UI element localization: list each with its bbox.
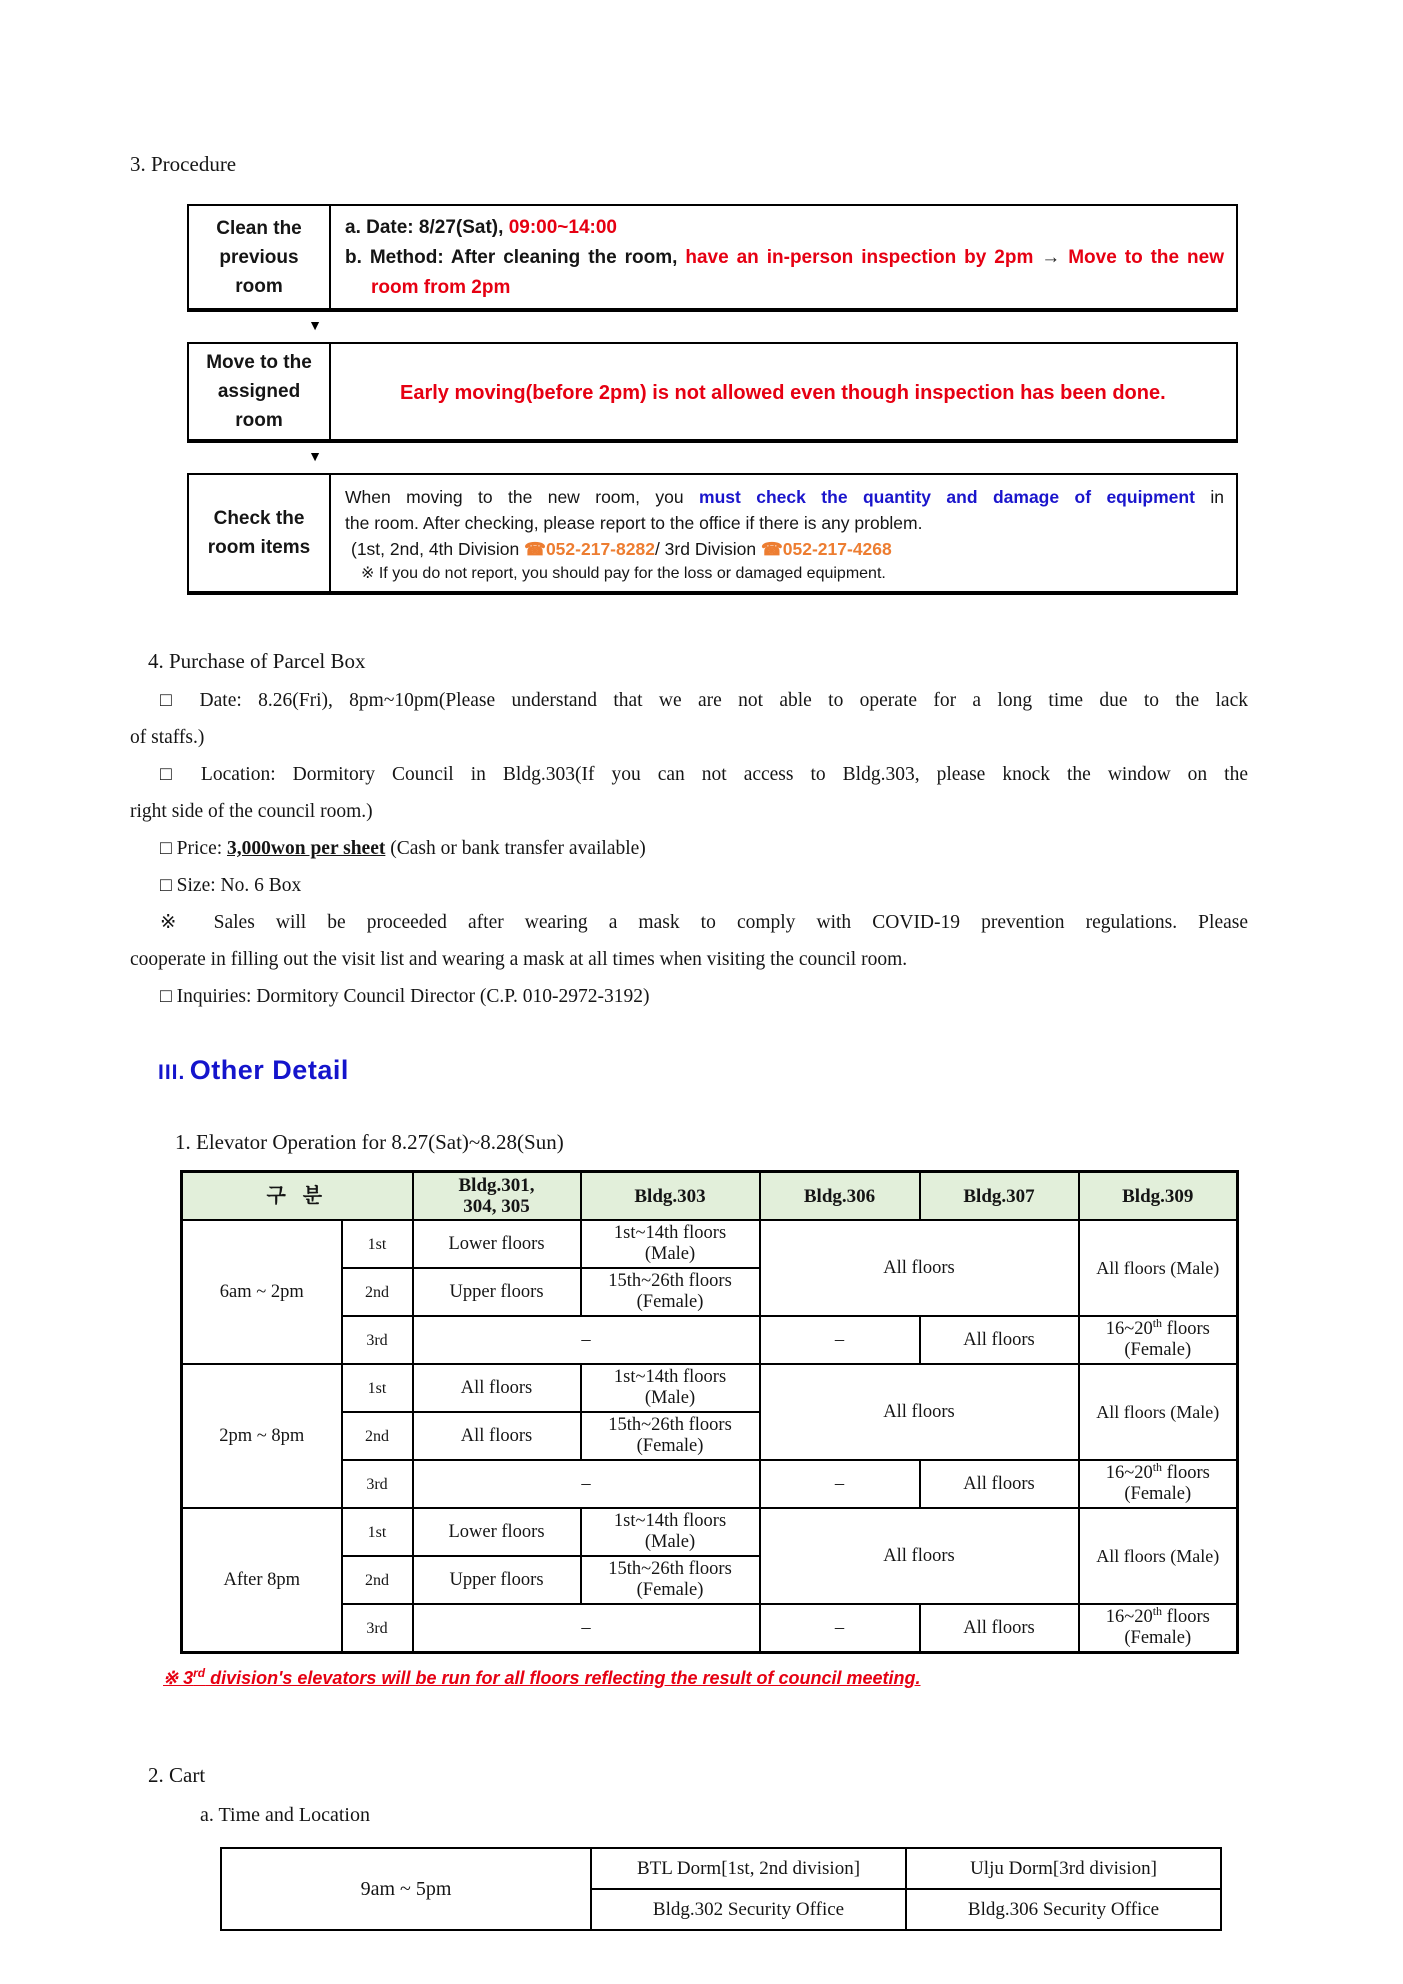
price-label: □ Price: [160, 838, 228, 859]
cart-sub-heading: a. Time and Location [200, 1804, 370, 1826]
phone-mid: / 3rd Division [654, 539, 757, 559]
phone-number-1: ☎052-217-8282 [524, 539, 655, 559]
procedure-heading: 3. Procedure [130, 152, 237, 176]
elevator-cell: All floors (Male) [1079, 1508, 1238, 1604]
heading-roman-numeral: III. [158, 1061, 186, 1084]
elevator-cell: – [413, 1460, 760, 1508]
cart-table [220, 1847, 1222, 1931]
step-content-move [331, 344, 1236, 439]
elevator-cell: 1st~14th floors (Male) [581, 1220, 760, 1268]
note-sup: rd [193, 1666, 206, 1680]
elevator-cell: 15th~26th floors (Female) [581, 1268, 760, 1316]
procedure-step-clean [187, 204, 1238, 312]
method-red-3: room from 2pm [371, 277, 511, 298]
elevator-cell: – [413, 1316, 760, 1364]
right-arrow-icon: → [1041, 247, 1061, 268]
elevator-cell: After 8pm [182, 1508, 342, 1653]
phone-number-2: ☎052-217-4268 [760, 539, 892, 559]
elevator-cell: 2pm ~ 8pm [182, 1364, 342, 1508]
elevator-header-cell: 구 분 [182, 1172, 413, 1221]
elevator-cell: 1st [342, 1364, 413, 1412]
method-red-1: have an in-person inspection by 2pm [685, 247, 1034, 268]
heading-text: Other Detail [189, 1055, 349, 1085]
down-arrow-icon: ▼ [308, 450, 322, 465]
elevator-cell: 16~20th floors (Female) [1079, 1460, 1238, 1508]
parcel-size-line: □ Size: No. 6 Box [160, 875, 302, 896]
date-time-red: 09:00~14:00 [508, 217, 617, 238]
date-line [345, 213, 1224, 243]
elevator-cell: 1st [342, 1220, 413, 1268]
price-value: 3,000won per sheet [227, 838, 386, 859]
elevator-operation-table [180, 1170, 1239, 1654]
procedure-step-move [187, 342, 1238, 443]
parcel-heading: 4. Purchase of Parcel Box [148, 649, 366, 673]
elevator-cell: 6am ~ 2pm [182, 1220, 342, 1364]
parcel-mask-line-2: cooperate in filling out the visit list and wearing a mask at all times when visiting the council room. [130, 949, 908, 970]
elevator-council-note [163, 1666, 1273, 1689]
elevator-cell: All floors [920, 1316, 1079, 1364]
elevator-cell: 16~20th floors (Female) [1079, 1316, 1238, 1364]
elevator-cell: 1st [342, 1508, 413, 1556]
procedure-step-check [187, 473, 1238, 595]
elevator-cell: All floors [413, 1412, 581, 1460]
early-moving-warning: Early moving(before 2pm) is not allowed even though inspection has been done. [400, 381, 1166, 404]
elevator-cell: 2nd [342, 1556, 413, 1604]
elevator-cell: 16~20th floors (Female) [1079, 1604, 1238, 1653]
cart-btl-dorm-cell: BTL Dorm[1st, 2nd division] [591, 1848, 906, 1889]
parcel-inquiries-line: □ Inquiries: Dormitory Council Director (C.P. 010-2972-3192) [160, 986, 650, 1007]
phone-pre: (1st, 2nd, 4th Division [351, 539, 520, 559]
parcel-location-line-1: □ Location: Dormitory Council in Bldg.303(If you can not access to Bldg.303, please knock the window on the [160, 764, 1248, 785]
note-pre: ※ 3 [163, 1668, 194, 1688]
parcel-price-line [130, 830, 1248, 867]
elevator-cell: 1st~14th floors (Male) [581, 1364, 760, 1412]
cart-ulju-office-cell: Bldg.306 Security Office [906, 1889, 1221, 1930]
step-label-move: Move to the assigned room [189, 344, 331, 439]
elevator-cell: All floors [760, 1364, 1079, 1460]
elevator-cell: – [760, 1316, 920, 1364]
elevator-cell: – [413, 1604, 760, 1653]
parcel-date-line-2: of staffs.) [130, 727, 205, 748]
elevator-cell: Lower floors [413, 1508, 581, 1556]
method-label: b. Method: After cleaning the room, [345, 247, 678, 268]
elevator-cell: 15th~26th floors (Female) [581, 1556, 760, 1604]
check-line-2: the room. After checking, please report to the office if there is any problem. [345, 513, 923, 533]
elevator-header-cell: Bldg.301, 304, 305 [413, 1172, 581, 1221]
no-report-note: ※ If you do not report, you should pay for the loss or damaged equipment. [361, 565, 886, 582]
elevator-cell: 2nd [342, 1268, 413, 1316]
other-detail-heading [158, 1055, 1273, 1086]
phone-line [351, 536, 1230, 562]
step-label-check: Check the room items [189, 475, 331, 591]
parcel-location-line-2: right side of the council room.) [130, 801, 373, 822]
check-text-1: When moving to the new room, you [345, 487, 684, 507]
parcel-mask-line-1: ※ Sales will be proceeded after wearing a mask to comply with COVID-19 prevention regulations. Please [160, 912, 1248, 933]
check-text-blue: must check the quantity and damage of equipment [699, 487, 1195, 507]
check-line-1 [345, 484, 1224, 510]
elevator-section-title: 1. Elevator Operation for 8.27(Sat)~8.28(Sun) [175, 1130, 564, 1154]
elevator-header-cell: Bldg.309 [1079, 1172, 1238, 1221]
elevator-cell: All floors [920, 1460, 1079, 1508]
elevator-cell: All floors [413, 1364, 581, 1412]
elevator-header-cell: Bldg.307 [920, 1172, 1079, 1221]
elevator-header-cell: Bldg.303 [581, 1172, 760, 1221]
note-post: division's elevators will be run for all floors reflecting the result of council meeting. [205, 1668, 921, 1688]
parcel-section [130, 647, 1273, 1015]
elevator-cell: 3rd [342, 1460, 413, 1508]
elevator-cell: 3rd [342, 1604, 413, 1653]
check-text-2: in [1210, 487, 1224, 507]
procedure-flow [187, 204, 1238, 595]
cart-btl-office-cell: Bldg.302 Security Office [591, 1889, 906, 1930]
elevator-cell: All floors [920, 1604, 1079, 1653]
elevator-cell: Upper floors [413, 1268, 581, 1316]
cart-ulju-dorm-cell: Ulju Dorm[3rd division] [906, 1848, 1221, 1889]
parcel-date-line-1: □ Date: 8.26(Fri), 8pm~10pm(Please understand that we are not able to operate for a long time due to the lack [160, 690, 1248, 711]
price-suffix: (Cash or bank transfer available) [385, 838, 646, 859]
elevator-cell: – [760, 1604, 920, 1653]
down-arrow-icon: ▼ [308, 319, 322, 334]
step-content-check [331, 475, 1236, 591]
step-content-clean [331, 206, 1236, 308]
elevator-cell: All floors (Male) [1079, 1364, 1238, 1460]
step-label-clean: Clean the previous room [189, 206, 331, 308]
elevator-cell: Lower floors [413, 1220, 581, 1268]
elevator-cell: All floors [760, 1508, 1079, 1604]
elevator-cell: 15th~26th floors (Female) [581, 1412, 760, 1460]
elevator-cell: 1st~14th floors (Male) [581, 1508, 760, 1556]
elevator-cell: – [760, 1460, 920, 1508]
cart-time-cell: 9am ~ 5pm [221, 1848, 591, 1930]
cart-heading: 2. Cart [148, 1763, 206, 1787]
method-red-2: Move to the new [1068, 247, 1224, 268]
date-label: a. Date: 8/27(Sat), [345, 217, 504, 238]
elevator-cell: All floors [760, 1220, 1079, 1316]
elevator-cell: All floors (Male) [1079, 1220, 1238, 1316]
elevator-cell: 2nd [342, 1412, 413, 1460]
elevator-header-cell: Bldg.306 [760, 1172, 920, 1221]
elevator-cell: 3rd [342, 1316, 413, 1364]
elevator-cell: Upper floors [413, 1556, 581, 1604]
method-line [345, 243, 1224, 273]
